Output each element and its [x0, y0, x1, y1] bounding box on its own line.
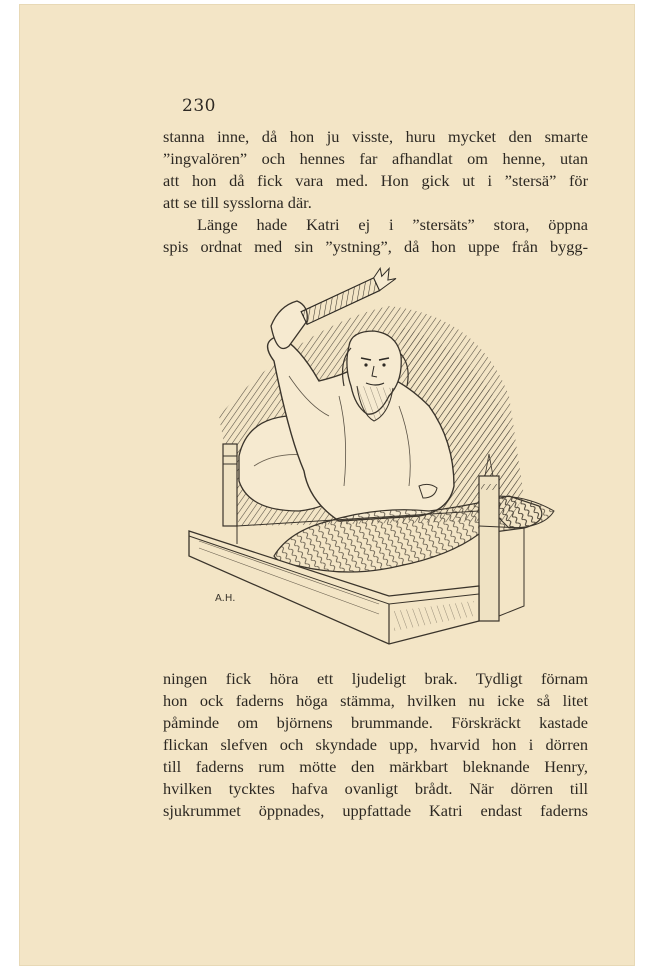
- page-number: 230: [182, 96, 216, 116]
- text-line: spis ordnat med sin ”ystning”, då hon uppe från bygg-: [163, 237, 588, 256]
- text-line: Länge hade Katri ej i ”stersäts” stora, öppna: [197, 215, 588, 234]
- text-line: hon ock faderns höga stämma, hvilken nu icke så litet: [163, 691, 588, 710]
- text-line: att hon då fick vara med. Hon gick ut i ”stersä” för: [163, 171, 588, 190]
- text-line: påminde om björnens brummande. Förskräckt kastade: [163, 713, 588, 732]
- text-line: att se till sysslorna där.: [163, 193, 312, 212]
- top-text-block: [163, 126, 588, 258]
- text-line: ”ingvalören” och hennes far afhandlat om henne, utan: [163, 149, 588, 168]
- text-line: stanna inne, då hon ju visste, huru mycket den smarte: [163, 127, 588, 146]
- artist-signature: A.H.: [215, 593, 236, 604]
- raised-arm: [271, 301, 307, 349]
- text-line: ningen fick höra ett ljudeligt brak. Tydligt förnam: [163, 669, 588, 688]
- text-line: flickan slefven och skyndade upp, hvarvid hon i dörren: [163, 735, 588, 754]
- bed-post-right: [479, 476, 499, 621]
- text-line: hvilken tycktes hafva ovanligt brådt. När dörren till: [163, 779, 588, 798]
- text-line: sjukrummet öppnades, uppfattade Katri endast faderns: [163, 801, 588, 820]
- illustration-old-man-in-bed: [179, 266, 569, 661]
- book-page: [19, 4, 635, 966]
- text-line: till faderns rum mötte den märkbart bleknande Henry,: [163, 757, 588, 776]
- bottom-text-block: [163, 668, 588, 822]
